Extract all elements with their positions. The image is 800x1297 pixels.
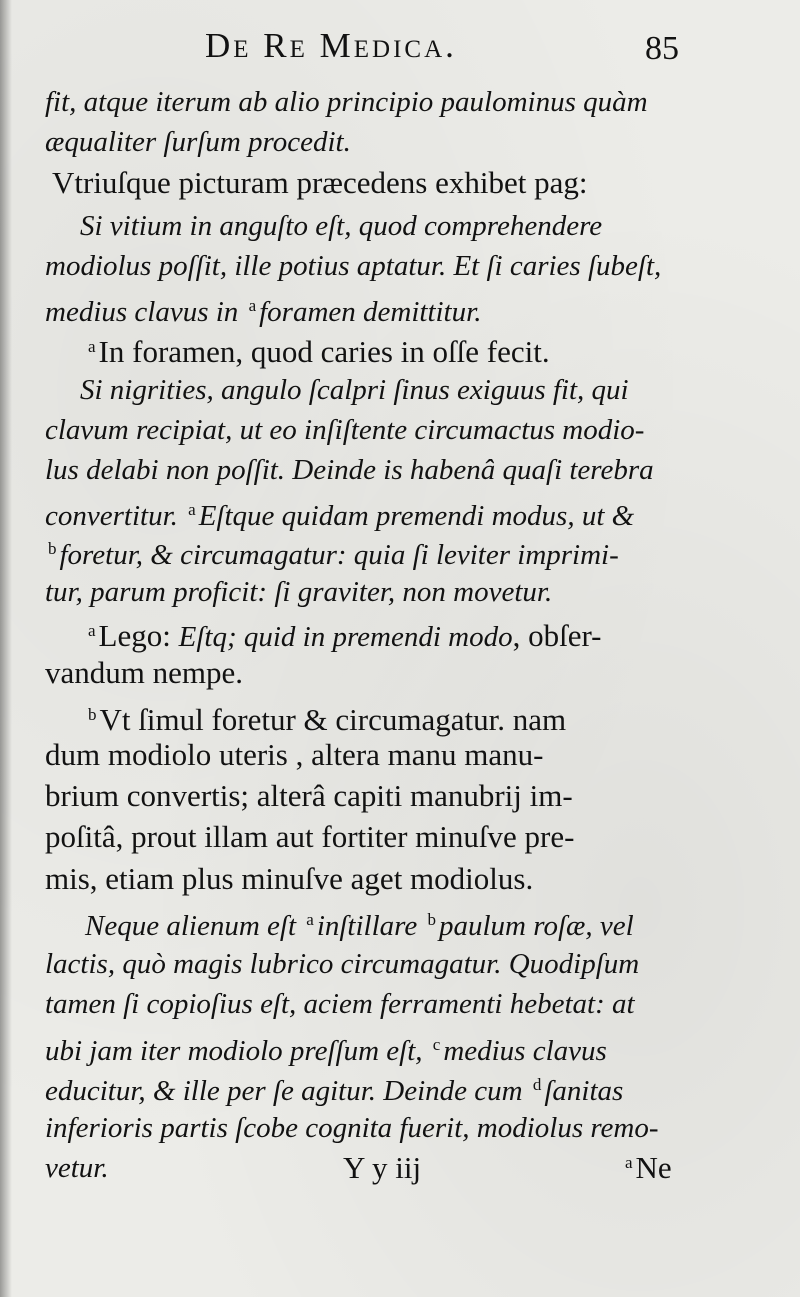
text-line (45, 946, 639, 981)
note-marker: a (188, 500, 196, 519)
italic-text: medius clavus (443, 1035, 607, 1067)
page-number: 85 (645, 30, 679, 67)
text-line (85, 330, 550, 369)
text-line (85, 903, 634, 943)
note-marker: a (625, 1153, 633, 1172)
text-line (45, 84, 648, 119)
italic-text: Si nigrities, angulo ſcalpri ſinus exiguus fit, qui (80, 374, 629, 406)
note-marker: d (532, 1075, 542, 1094)
roman-text: dum modiolo uteris , altera manu manu- (45, 737, 544, 772)
text-line (45, 289, 481, 329)
text-line (45, 862, 533, 896)
note-marker: b (88, 705, 97, 724)
running-title: De Re Medica. (205, 26, 457, 65)
note-marker: a (306, 910, 314, 929)
italic-text: Neque alienum eſt (85, 910, 304, 942)
italic-text: foramen demittitur. (259, 296, 482, 328)
text-line (45, 986, 635, 1021)
note-marker: a (88, 337, 96, 356)
roman-text: Vt ſimul foretur & circumagatur. nam (99, 702, 567, 737)
roman-text: Lego: (98, 618, 179, 653)
italic-text: lactis, quò magis lubrico circumagatur. Quodipſum (45, 948, 640, 980)
text-line (45, 1028, 607, 1068)
catchword (622, 1150, 672, 1186)
roman-text: brium convertis; alterâ capiti manubrij im- (45, 778, 573, 813)
italic-text: paulum roſæ, vel (439, 910, 634, 942)
text-line (45, 532, 619, 572)
italic-text: tamen ſi copioſius eſt, aciem ferramenti hebetat: at (45, 988, 635, 1020)
roman-text: , obſer- (512, 618, 602, 653)
roman-text: vandum nempe. (45, 655, 244, 690)
italic-text: educitur, & ille per ſe agitur. Deinde cum (45, 1075, 530, 1107)
italic-text: tur, parum proficit: ſi graviter, non movetur. (45, 576, 553, 608)
italic-text: foretur, & circumagatur: quia ſi leviter imprimi- (59, 539, 619, 571)
italic-text: vetur. (45, 1152, 109, 1184)
italic-text: inferioris partis ſcobe cognita fuerit, modiolus remo- (45, 1112, 659, 1144)
italic-text: fit, atque iterum ab alio principio paulominus quàm (45, 86, 648, 118)
italic-text: ubi jam iter modiolo preſſum eſt, (45, 1035, 430, 1067)
italic-text: Si vitium in anguſto eſt, quod comprehendere (80, 210, 603, 242)
italic-text: convertitur. (45, 500, 186, 532)
note-marker: a (88, 621, 96, 640)
text-line (85, 614, 602, 654)
italic-text: Eſtque quidam premendi modus, ut & (198, 500, 635, 532)
note-marker: c (432, 1035, 441, 1054)
text-line (45, 1068, 623, 1108)
italic-text: lus delabi non poſſit. Deinde is habenâ quaſi terebra (45, 454, 654, 486)
italic-text: medius clavus in (45, 296, 246, 328)
italic-text: modiolus poſſit, ille potius aptatur. Et ſi caries ſubeſt, (45, 250, 662, 282)
text-line (45, 779, 573, 813)
text-line (45, 493, 634, 533)
signature-mark: Y y iij (343, 1150, 422, 1185)
roman-text: mis, etiam plus minuſve aget modiolus. (45, 861, 534, 896)
text-line (45, 1150, 109, 1185)
text-line (45, 248, 661, 283)
page-header (205, 22, 765, 72)
note-marker: b (48, 539, 57, 558)
roman-text: Vtriuſque picturam præcedens exhibet pag: (52, 165, 588, 200)
catchword-text: Ne (635, 1150, 672, 1185)
text-line (45, 452, 654, 487)
text-line (52, 166, 587, 200)
text-line (85, 698, 566, 737)
text-line (45, 656, 243, 690)
note-marker: b (427, 910, 436, 929)
text-line (45, 738, 543, 772)
page-gutter-shadow (0, 0, 12, 1297)
italic-text: Eſtq; quid in premendi modo (178, 621, 513, 653)
text-line (45, 412, 644, 447)
text-line (45, 820, 574, 854)
text-line (45, 124, 351, 159)
text-line (80, 208, 602, 243)
italic-text: æqualiter ſurſum procedit. (45, 126, 351, 158)
text-line (45, 574, 552, 609)
text-line (80, 372, 629, 407)
italic-text: ſanitas (544, 1075, 624, 1107)
text-line (45, 1110, 659, 1145)
roman-text: poſitâ, prout illam aut fortiter minuſve pre- (45, 819, 575, 854)
italic-text: inſtillare (316, 910, 425, 942)
roman-text: In foramen, quod caries in oſſe fecit. (98, 334, 550, 369)
italic-text: clavum recipiat, ut eo inſiſtente circumactus modio- (45, 414, 645, 446)
note-marker: a (248, 296, 257, 315)
